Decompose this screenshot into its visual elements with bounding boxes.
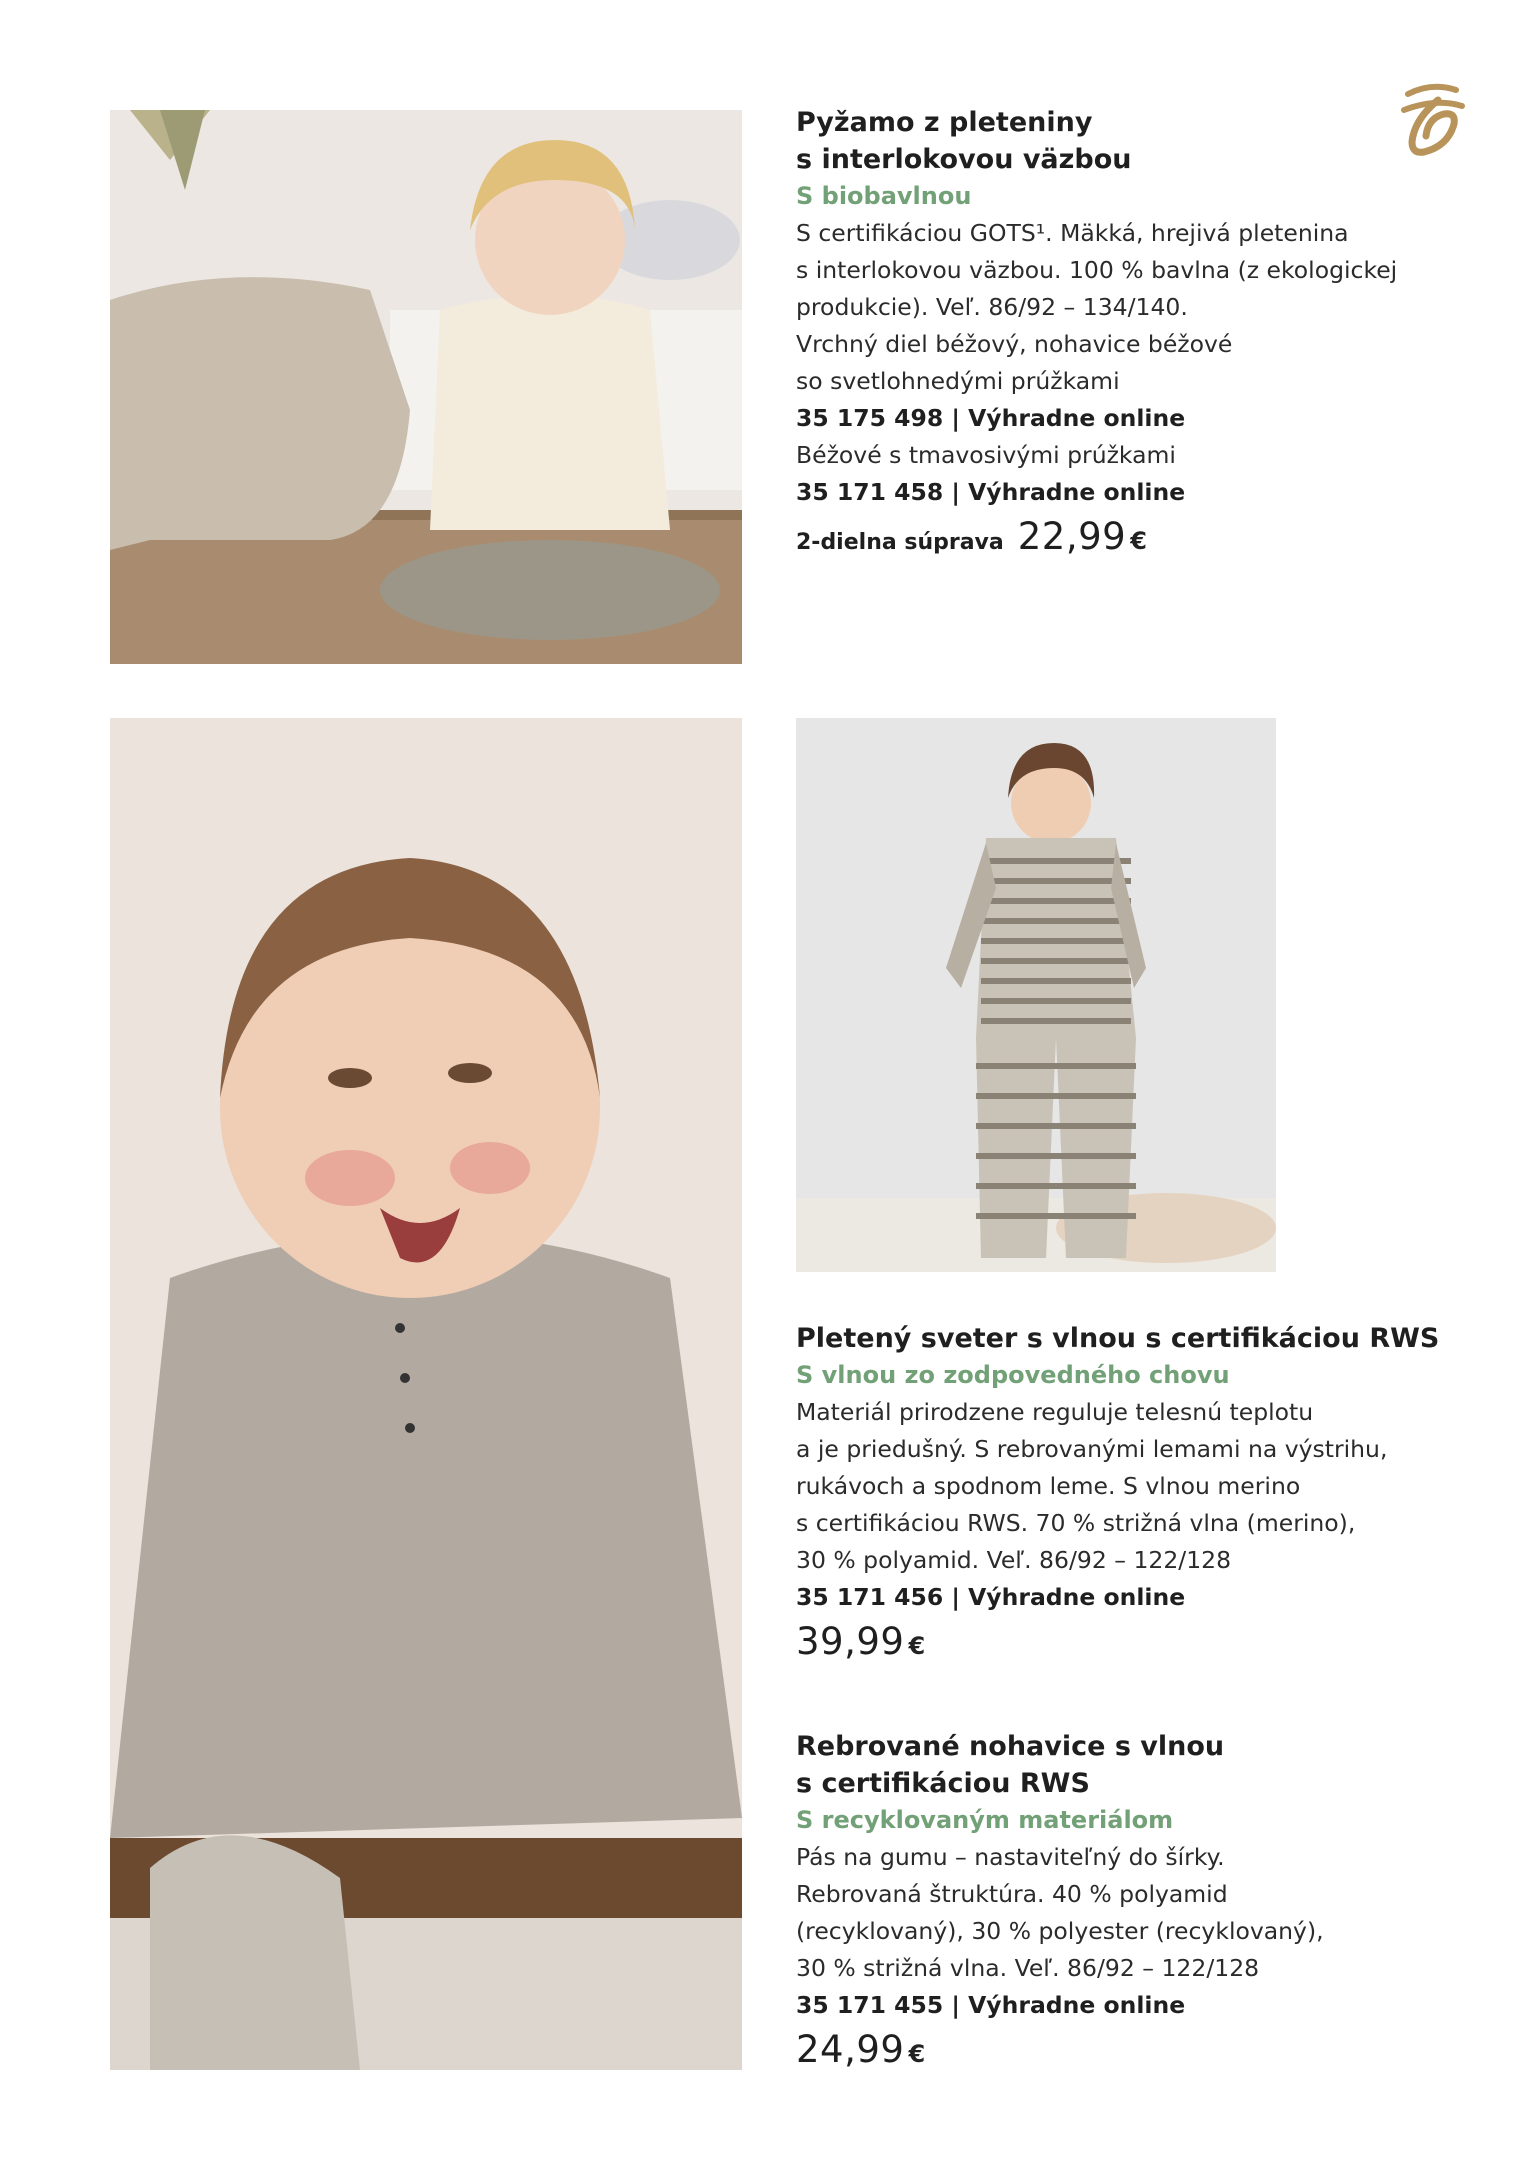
price: 22,99 € bbox=[1017, 515, 1147, 558]
product-title: Rebrované nohavice s vlnou s certifikáciou RWS bbox=[796, 1731, 1225, 1799]
product-variant-2-text: Béžové s tmavosivými prúžkami bbox=[796, 441, 1176, 469]
product-subtitle: S biobavlnou bbox=[796, 182, 972, 210]
product-block-sweater bbox=[796, 1320, 1476, 1663]
product-description: Pás na gumu – nastaviteľný do šírky. Rebrovaná štruktúra. 40 % polyamid (recyklovaný), 30 % polyester (recyklovaný), 30 % strižná vlna. Veľ. 86/92 – 122/128 bbox=[796, 1843, 1324, 1982]
product-title: Pletený sveter s vlnou s certifikáciou RWS bbox=[796, 1323, 1440, 1354]
product-block-trousers bbox=[796, 1728, 1476, 2071]
product-code: 35 171 455 | Výhradne online bbox=[796, 1991, 1186, 2019]
price-row bbox=[796, 2028, 1476, 2071]
currency: € bbox=[1130, 527, 1147, 555]
product-code-variant-1: 35 175 498 | Výhradne online bbox=[796, 404, 1186, 432]
price-label: 2-dielna súprava bbox=[796, 530, 1004, 555]
currency: € bbox=[908, 2040, 926, 2068]
product-title: Pyžamo z pleteniny s interlokovou väzbou bbox=[796, 107, 1132, 175]
product-photo-pyjamas-girl bbox=[110, 110, 742, 664]
price-row bbox=[796, 515, 1476, 558]
product-code: 35 171 456 | Výhradne online bbox=[796, 1583, 1186, 1611]
currency: € bbox=[908, 1632, 926, 1660]
product-subtitle: S recyklovaným materiálom bbox=[796, 1806, 1174, 1834]
product-code-variant-2: 35 171 458 | Výhradne online bbox=[796, 478, 1186, 506]
product-photo-striped-pyjamas-boy bbox=[796, 718, 1276, 1272]
product-description: Materiál prirodzene reguluje telesnú teplotu a je priedušný. S rebrovanými lemami na výstrihu, rukávoch a spodnom leme. S vlnou merino s certifikáciou RWS. 70 % strižná vlna (merino), 30 % polyamid. Veľ. 86/92 – 122/128 bbox=[796, 1398, 1388, 1574]
product-subtitle: S vlnou zo zodpovedného chovu bbox=[796, 1361, 1230, 1389]
price: 39,99 € bbox=[796, 1620, 926, 1663]
product-photo-sweater-girl bbox=[110, 718, 742, 2070]
product-block-pyjamas bbox=[796, 104, 1476, 558]
price: 24,99 € bbox=[796, 2028, 926, 2071]
price-row bbox=[796, 1620, 1476, 1663]
product-description: S certifikáciou GOTS¹. Mäkká, hrejivá pletenina s interlokovou väzbou. 100 % bavlna (z ekologickej produkcie). Veľ. 86/92 – 134/140. Vrchný diel béžový, nohavice béžové so svetlohnedými prúžkami bbox=[796, 219, 1398, 395]
